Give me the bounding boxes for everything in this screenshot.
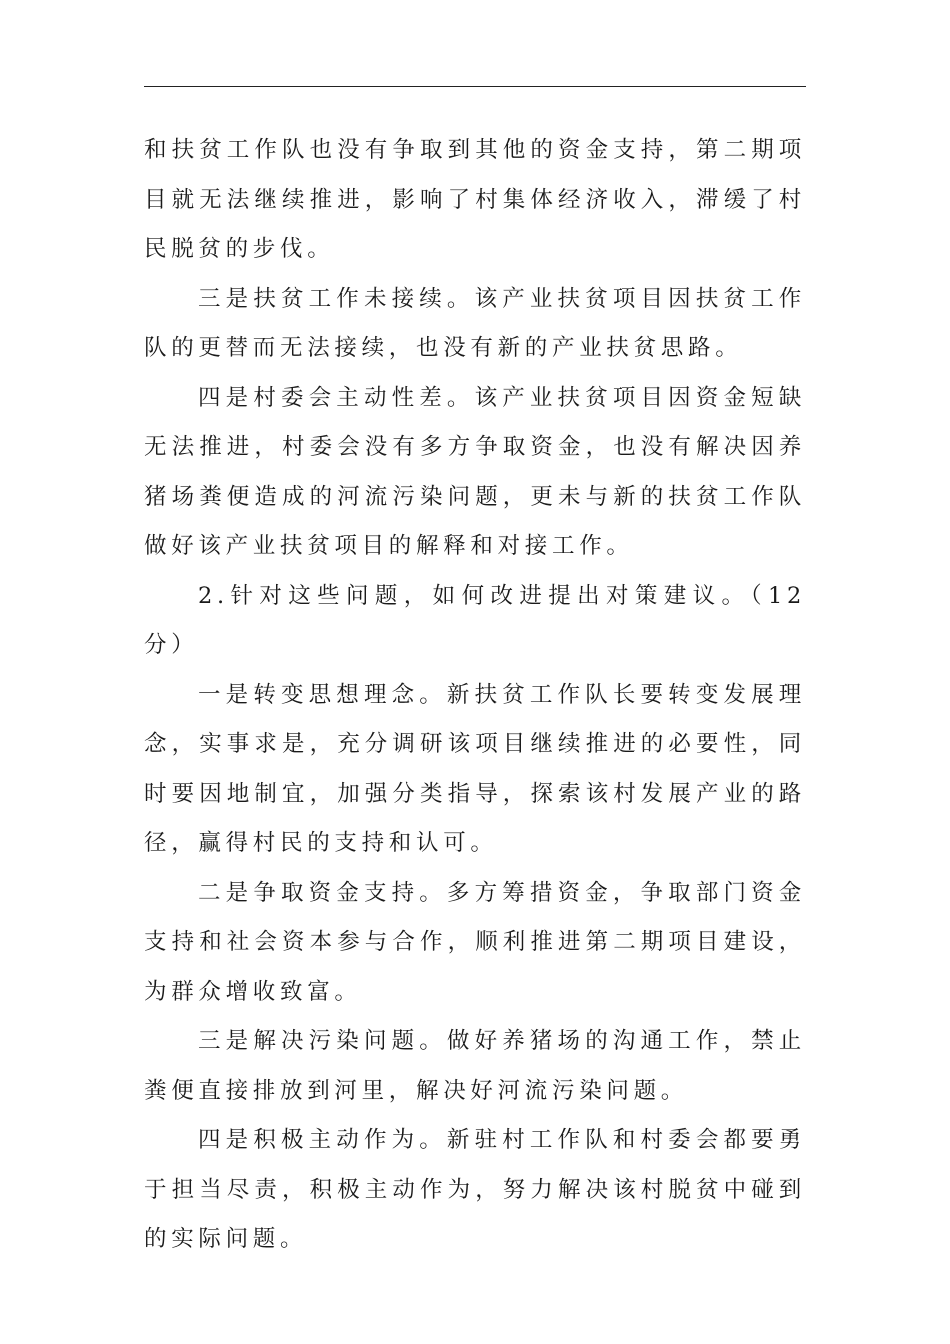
paragraph-change-thinking: 一是转变思想理念。新扶贫工作队长要转变发展理念，实事求是，充分调研该项目继续推进的必要性，同时要因地制宜，加强分类指导，探索该村发展产业的路径，赢得村民的支持和认可。 [144, 681, 806, 856]
document-body [144, 126, 806, 1265]
paragraph-act-proactively: 四是积极主动作为。新驻村工作队和村委会都要勇于担当尽责，积极主动作为，努力解决该村脱贫中碰到的实际问题。 [144, 1127, 806, 1252]
paragraph-work-not-continued: 三是扶贫工作未接续。该产业扶贫项目因扶贫工作队的更替而无法接续，也没有新的产业扶贫思路。 [144, 285, 806, 361]
paragraph-seek-funding: 二是争取资金支持。多方筹措资金，争取部门资金支持和社会资本参与合作，顺利推进第二期项目建设，为群众增收致富。 [144, 879, 806, 1005]
header-rule [144, 86, 806, 87]
paragraph-village-committee-passive: 四是村委会主动性差。该产业扶贫项目因资金短缺无法推进，村委会没有多方争取资金，也没有解决因养猪场粪便造成的河流污染问题，更未与新的扶贫工作队做好该产业扶贫项目的解释和对接工作。 [144, 384, 806, 559]
question-heading: 2.针对这些问题，如何改进提出对策建议。（12分） [144, 582, 806, 658]
paragraph-funding-continuation: 和扶贫工作队也没有争取到其他的资金支持，第二期项目就无法继续推进，影响了村集体经济收入，滞缓了村民脱贫的步伐。 [144, 137, 806, 262]
paragraph-solve-pollution: 三是解决污染问题。做好养猪场的沟通工作，禁止粪便直接排放到河里，解决好河流污染问题。 [144, 1028, 806, 1104]
